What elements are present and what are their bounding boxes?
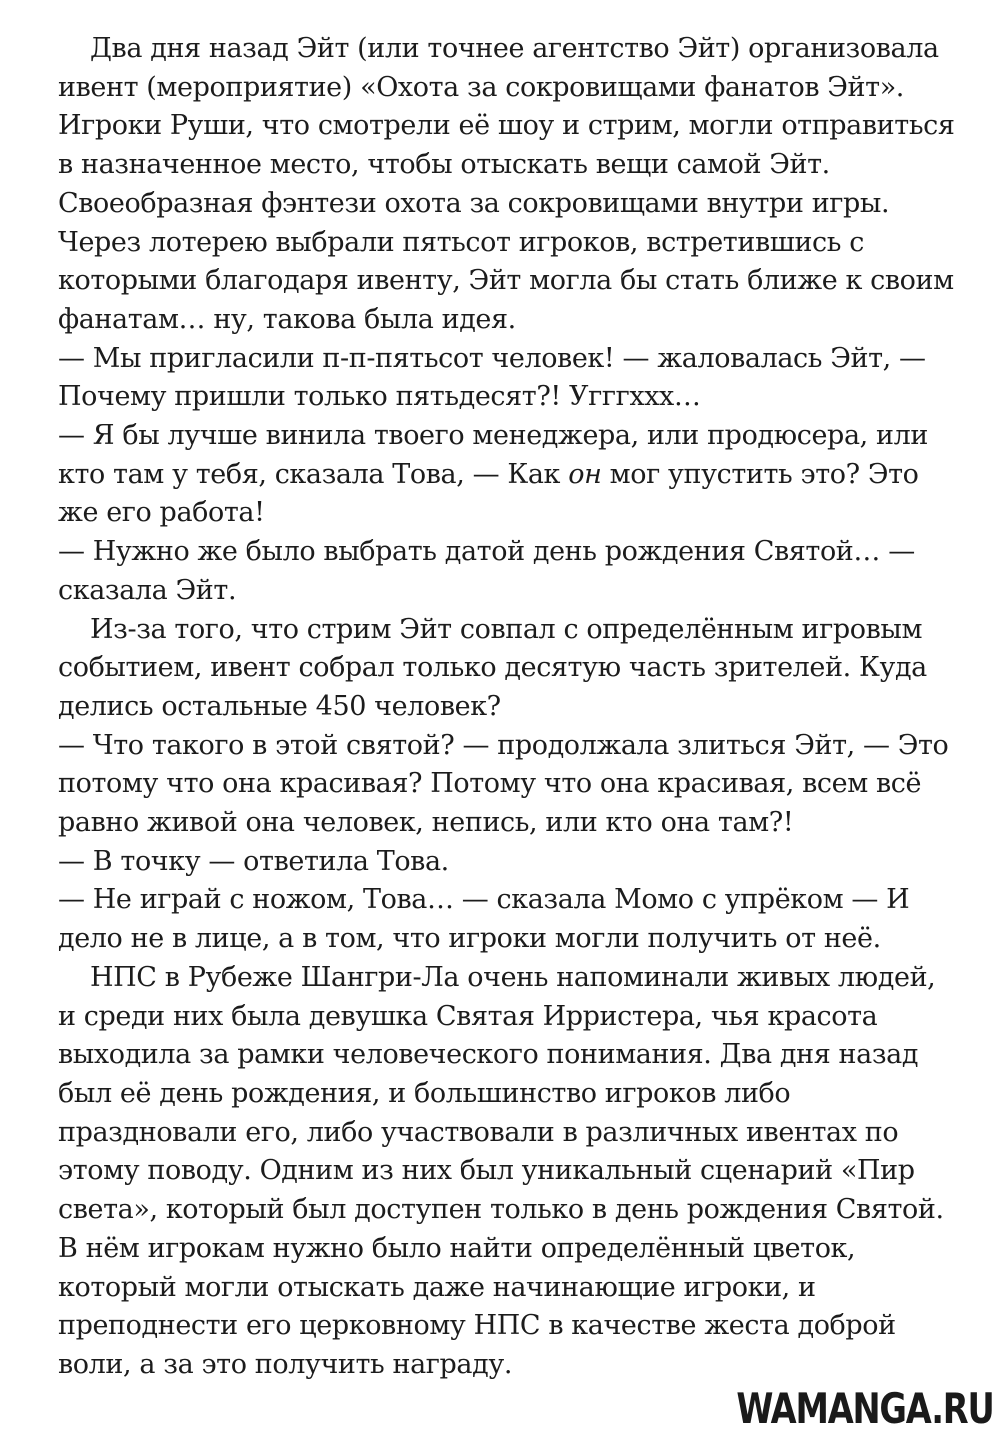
dialog-line-3: — Нужно же было выбрать датой день рождения Святой… — сказала Эйт. — [58, 536, 915, 606]
page-body — [58, 30, 958, 1385]
dialog-line-2-emphasis: он — [568, 458, 602, 490]
dialog-line-6: — Не играй с ножом, Това… — сказала Момо с упрёком — И дело не в лице, а в том, что игроки могли получить от неё. — [58, 884, 910, 955]
watermark-logo: WAMANGA.RU — [736, 1384, 994, 1433]
dialog-line-4: — Что такого в этой святой? — продолжала злиться Эйт, — Это потому что она красивая? Потому что она красивая, всем всё равно живой она человек, непись, или кто она там?! — [58, 729, 949, 839]
dialog-line-2-end: мог упустить это? Это же его работа! — [58, 458, 919, 529]
dialog-line-1: — Мы пригласили п-п-пятьсот человек! — жаловалась Эйт, — Почему пришли только пятьдесят?! Угггххх… — [58, 342, 926, 413]
dialog-line-2 — [58, 417, 958, 533]
paragraph-2: Из-за того, что стрим Эйт совпал с определённым игровым событием, ивент собрал только десятую часть зрителей. Куда делись остальные 450 человек? — [58, 613, 927, 722]
paragraph-3: НПС в Рубеже Шангри-Ла очень напоминали живых людей, и среди них была девушка Святая Ирристера, чья красота выходила за рамки человеческого понимания. Два дня назад был её день рождения, и большинство игроков либо праздновали его, либо участвовали в различных ивентах по этому поводу. Одним из них был уникальный сценарий «Пир света», который был доступен только в день рождения Святой. В нём игрокам нужно было найти определённый цветок, который могли отыскать даже начинающие игроки, и преподнести его церковному НПС в качестве жеста доброй воли, а за это получить награду. — [58, 961, 944, 1380]
dialog-line-5: — В точку — ответила Това. — [58, 845, 449, 877]
dialog-line-2-start: — Я бы лучше винила твоего менеджера, или продюсера, или кто там у тебя, сказала Това, — Как — [58, 420, 928, 490]
paragraph-1: Два дня назад Эйт (или точнее агентство Эйт) организовала ивент (мероприятие) «Охота за сокровищами фанатов Эйт». Игроки Руши, что смотрели её шоу и стрим, могли отправиться в назначенное место, чтобы отыскать вещи самой Эйт. Своеобразная фэнтези охота за сокровищами внутри игры. Через лотерею выбрали пятьсот игроков, встретившись с которыми благодаря ивенту, Эйт могла бы стать ближе к своим фанатам… ну, такова была идея. — [58, 33, 955, 335]
